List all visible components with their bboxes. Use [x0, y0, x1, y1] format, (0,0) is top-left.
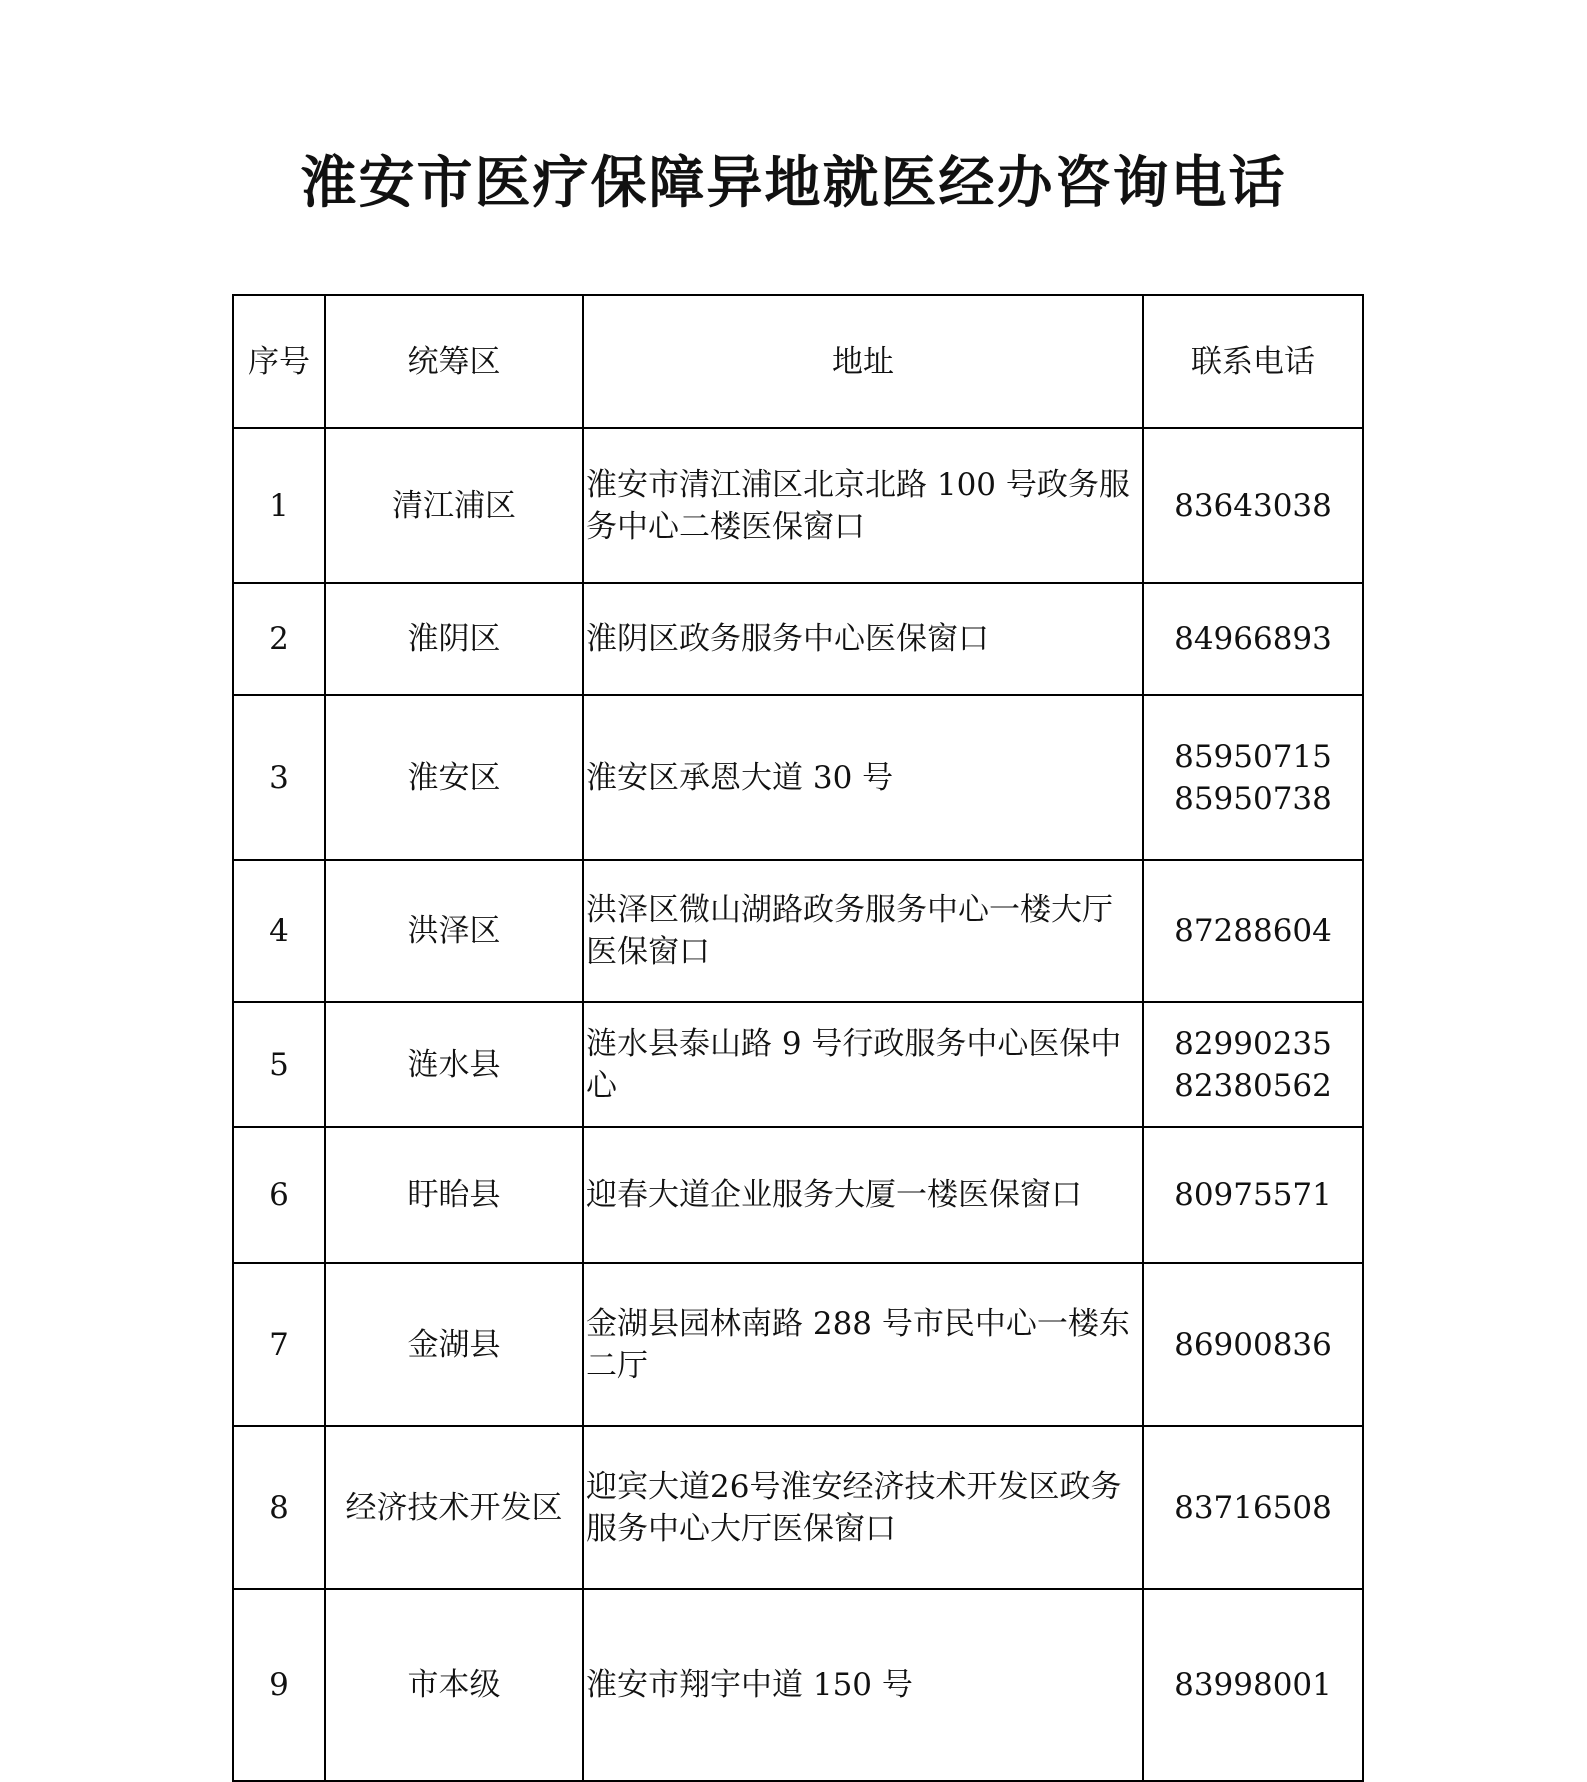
- cell-phone: [1143, 1426, 1363, 1589]
- cell-seq: 1: [233, 428, 325, 583]
- cell-address: 淮阴区政务服务中心医保窗口: [583, 583, 1143, 695]
- cell-phone: [1143, 428, 1363, 583]
- header-area: 统筹区: [325, 295, 583, 428]
- cell-seq: 6: [233, 1127, 325, 1263]
- cell-area: 清江浦区: [325, 428, 583, 583]
- cell-phone: [1143, 1263, 1363, 1426]
- cell-seq: 5: [233, 1002, 325, 1127]
- phone-number: 85950715: [1174, 738, 1332, 775]
- phone-number: 85950738: [1174, 780, 1332, 817]
- table-row: [233, 695, 1363, 860]
- cell-seq: 8: [233, 1426, 325, 1589]
- cell-seq: 7: [233, 1263, 325, 1426]
- cell-area: 盱眙县: [325, 1127, 583, 1263]
- phone-number: 83643038: [1174, 487, 1332, 524]
- cell-phone: [1143, 1127, 1363, 1263]
- table-row: [233, 583, 1363, 695]
- header-seq: 序号: [233, 295, 325, 428]
- cell-area: 金湖县: [325, 1263, 583, 1426]
- contact-table: [232, 294, 1364, 1782]
- header-row: [233, 295, 1363, 428]
- cell-seq: 2: [233, 583, 325, 695]
- phone-number: 83998001: [1174, 1667, 1332, 1703]
- cell-area: 淮安区: [325, 695, 583, 860]
- table-row: [233, 860, 1363, 1002]
- cell-area: 淮阴区: [325, 583, 583, 695]
- table-row: [233, 1589, 1363, 1781]
- phone-number: 84966893: [1174, 621, 1332, 657]
- phone-number: 80975571: [1174, 1177, 1332, 1213]
- cell-seq: 9: [233, 1589, 325, 1781]
- cell-area: 洪泽区: [325, 860, 583, 1002]
- cell-address: 淮安市清江浦区北京北路 100 号政务服务中心二楼医保窗口: [583, 428, 1143, 583]
- cell-phone: [1143, 1002, 1363, 1127]
- cell-phone: [1143, 695, 1363, 860]
- phone-number: 86900836: [1174, 1326, 1332, 1363]
- table-row: [233, 1426, 1363, 1589]
- phone-number: 82990235: [1174, 1025, 1332, 1062]
- phone-number: 83716508: [1174, 1489, 1332, 1526]
- cell-address: 迎宾大道26号淮安经济技术开发区政务服务中心大厅医保窗口: [583, 1426, 1143, 1589]
- page-title: 淮安市医疗保障异地就医经办咨询电话: [300, 150, 1287, 216]
- cell-seq: 4: [233, 860, 325, 1002]
- cell-area: 涟水县: [325, 1002, 583, 1127]
- cell-address: 洪泽区微山湖路政务服务中心一楼大厅医保窗口: [583, 860, 1143, 1002]
- cell-phone: [1143, 860, 1363, 1002]
- cell-area: 经济技术开发区: [325, 1426, 583, 1589]
- phone-number: 82380562: [1174, 1067, 1332, 1104]
- table-row: [233, 1002, 1363, 1127]
- cell-area: 市本级: [325, 1589, 583, 1781]
- table-row: [233, 428, 1363, 583]
- cell-address: 迎春大道企业服务大厦一楼医保窗口: [583, 1127, 1143, 1263]
- cell-seq: 3: [233, 695, 325, 860]
- cell-phone: [1143, 583, 1363, 695]
- header-address: 地址: [583, 295, 1143, 428]
- cell-phone: [1143, 1589, 1363, 1781]
- cell-address: 淮安市翔宇中道 150 号: [583, 1589, 1143, 1781]
- header-phone: 联系电话: [1143, 295, 1363, 428]
- table-row: [233, 1263, 1363, 1426]
- cell-address: 涟水县泰山路 9 号行政服务中心医保中心: [583, 1002, 1143, 1127]
- cell-address: 金湖县园林南路 288 号市民中心一楼东二厅: [583, 1263, 1143, 1426]
- phone-number: 87288604: [1174, 913, 1332, 949]
- cell-address: 淮安区承恩大道 30 号: [583, 695, 1143, 860]
- table-row: [233, 1127, 1363, 1263]
